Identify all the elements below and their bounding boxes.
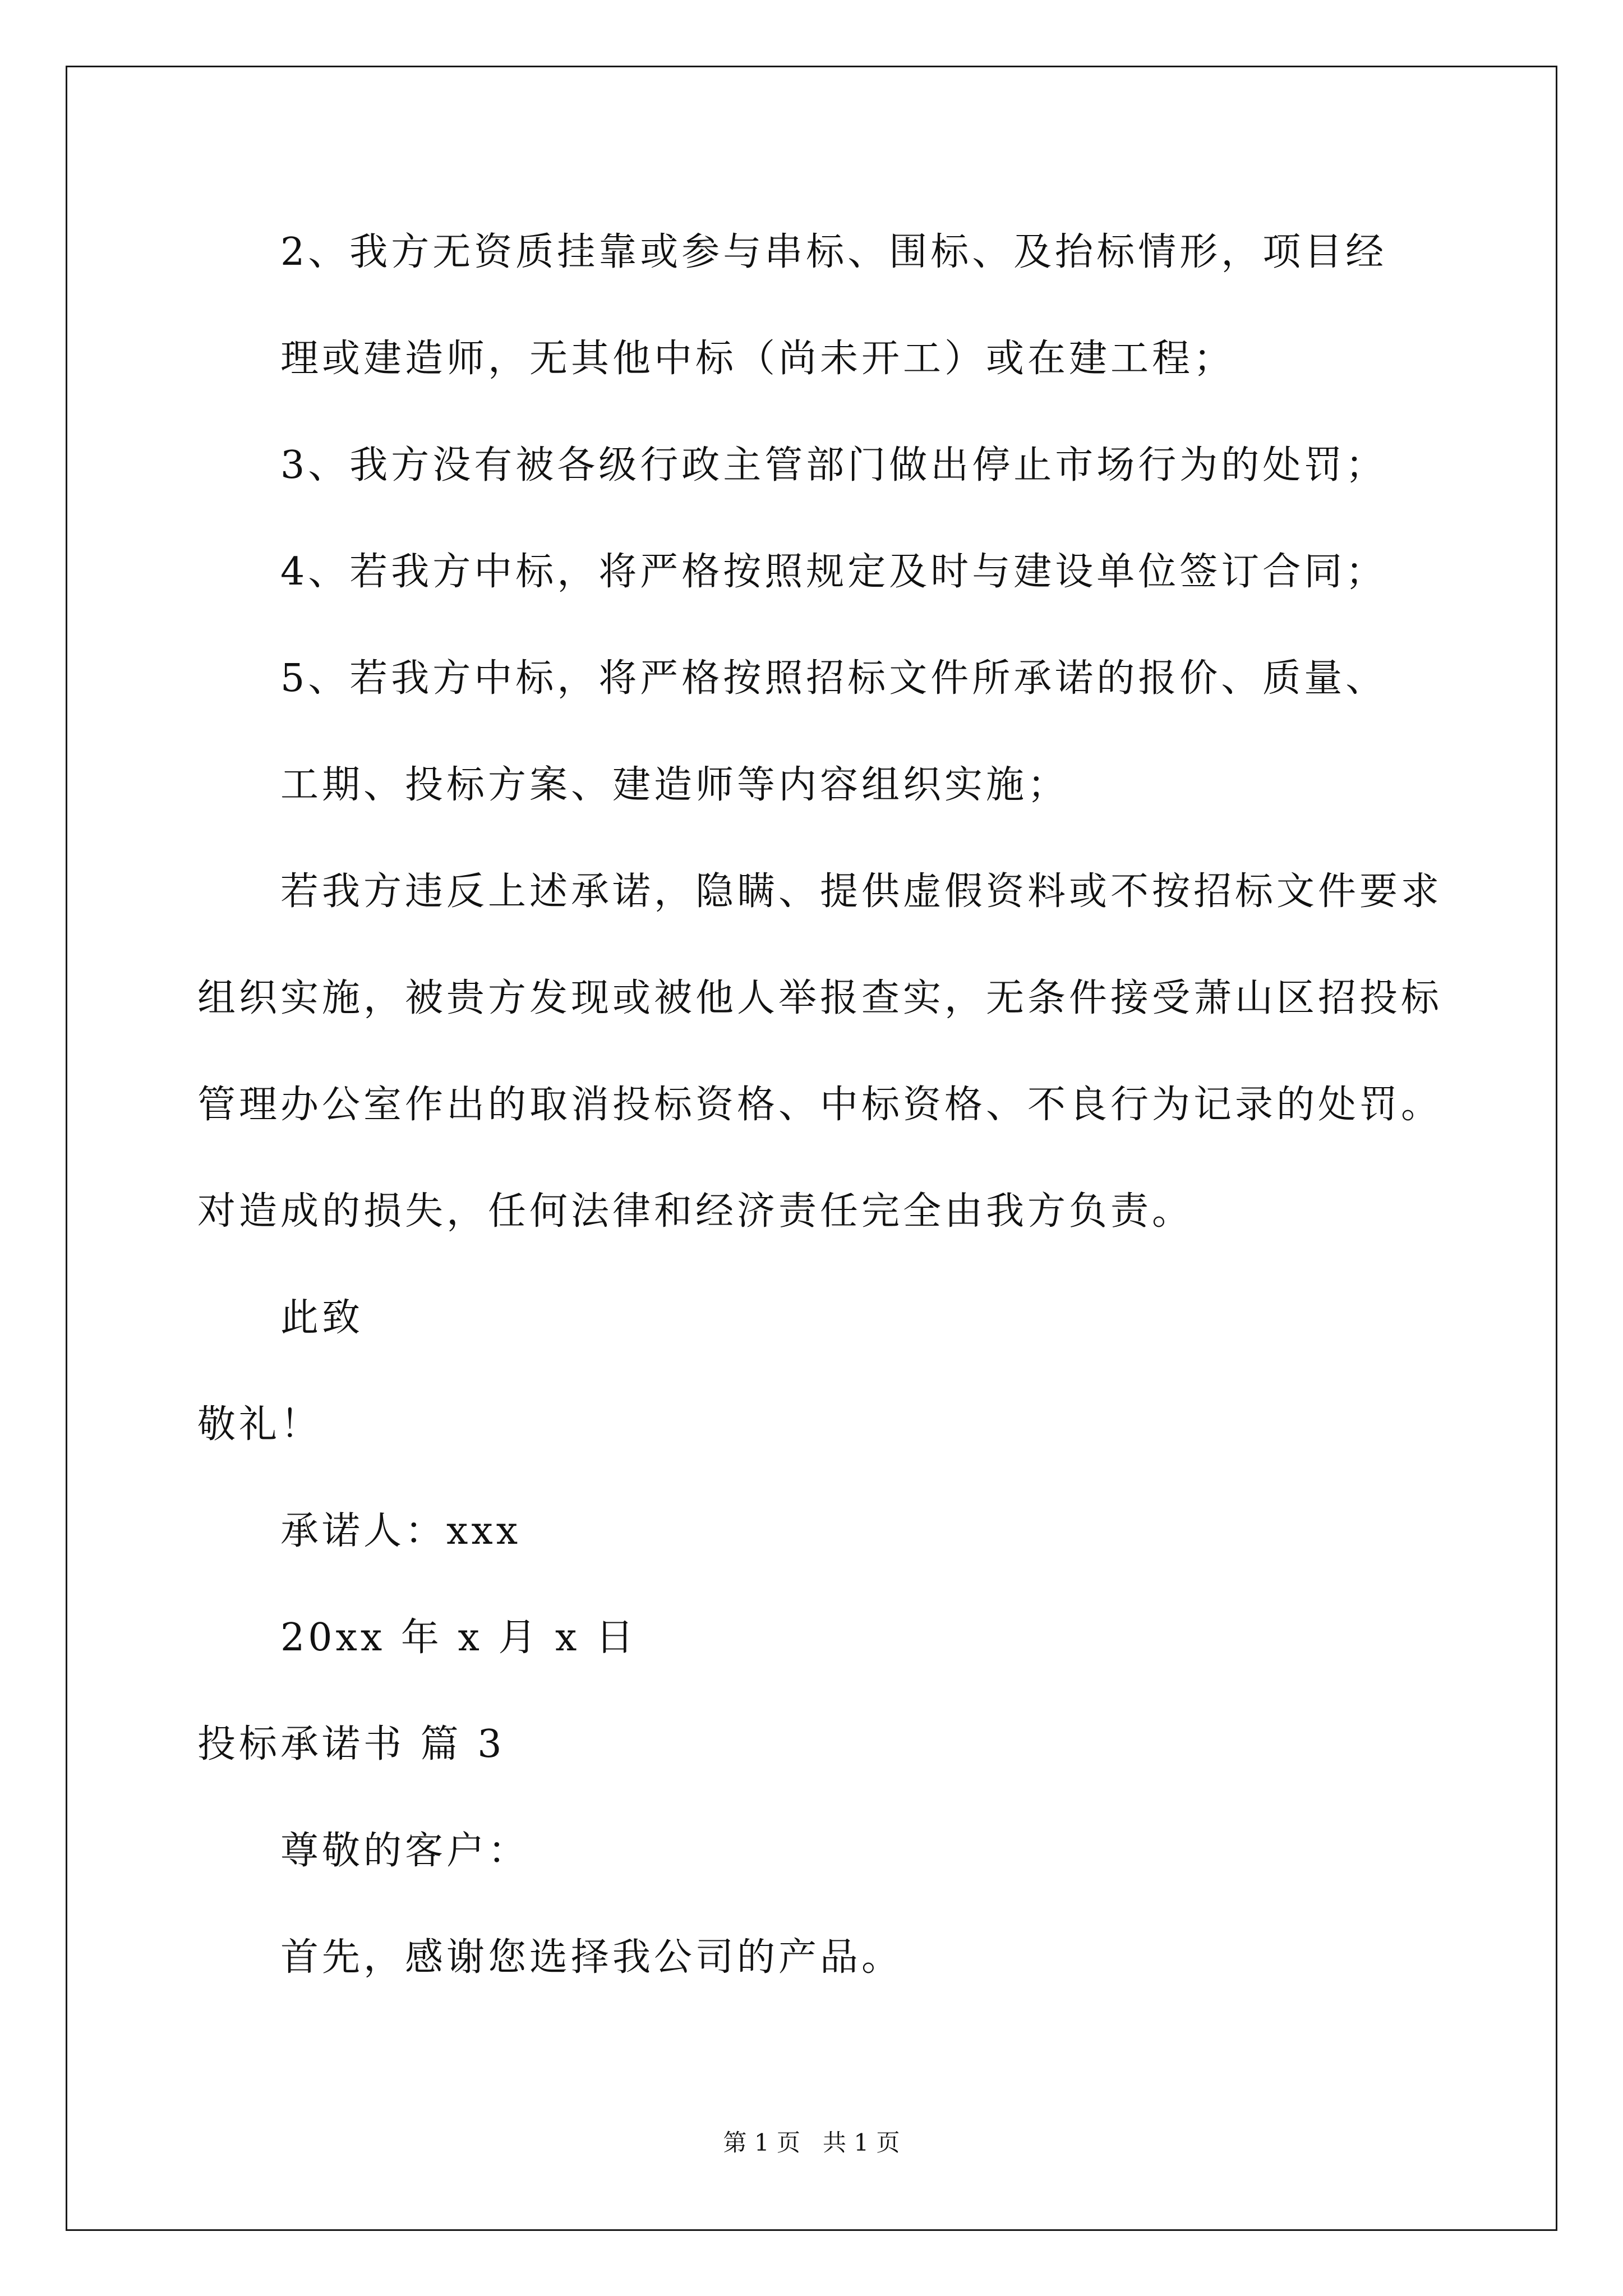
violation-paragraph-line-3: 管理办公室作出的取消投标资格、中标资格、不良行为记录的处罚。 xyxy=(197,1083,1443,1127)
closing-regards: 敬礼！ xyxy=(197,1402,322,1447)
commitment-item-4: 4、若我方中标，将严格按照规定及时与建设单位签订合同； xyxy=(280,550,1387,594)
violation-paragraph-line-4: 对造成的损失，任何法律和经济责任完全由我方负责。 xyxy=(197,1189,1194,1234)
commitment-item-2-line-1: 2、我方无资质挂靠或参与串标、围标、及抬标情形，项目经 xyxy=(280,230,1387,274)
violation-paragraph-line-1: 若我方违反上述承诺，隐瞒、提供虚假资料或不按招标文件要求 xyxy=(280,869,1443,914)
letter-opening: 首先，感谢您选择我公司的产品。 xyxy=(280,1935,903,1980)
commitment-item-5-line-1: 5、若我方中标，将严格按照招标文件所承诺的报价、质量、 xyxy=(280,656,1387,701)
signature-date: 20xx 年 x 月 x 日 xyxy=(280,1616,638,1660)
letter-greeting: 尊敬的客户： xyxy=(280,1829,530,1873)
signatory: 承诺人：xxx xyxy=(280,1509,522,1553)
violation-paragraph-line-2: 组织实施，被贵方发现或被他人举报查实，无条件接受萧山区招投标 xyxy=(197,976,1443,1020)
page-border xyxy=(66,66,1557,2231)
page-number-footer: 第 1 页 共 1 页 xyxy=(723,2129,900,2156)
closing-salutation: 此致 xyxy=(280,1296,364,1340)
commitment-item-5-line-2: 工期、投标方案、建造师等内容组织实施； xyxy=(280,763,1069,807)
commitment-item-3: 3、我方没有被各级行政主管部门做出停止市场行为的处罚； xyxy=(280,443,1387,487)
section-heading: 投标承诺书 篇 3 xyxy=(197,1722,505,1766)
commitment-item-2-line-2: 理或建造师，无其他中标（尚未开工）或在建工程； xyxy=(280,337,1235,381)
